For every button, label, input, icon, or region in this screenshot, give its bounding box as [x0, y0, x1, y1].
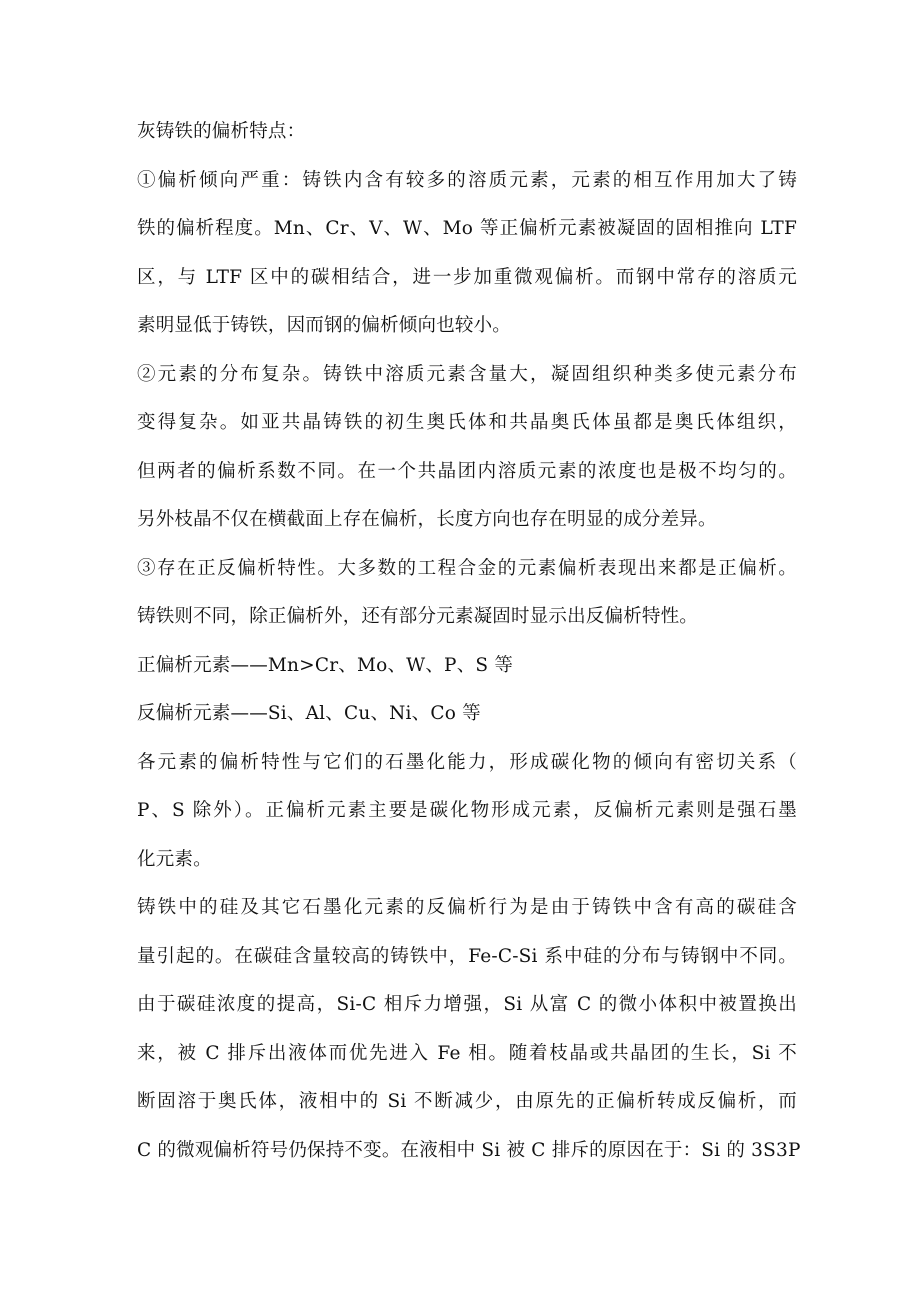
- text-line: 铁的偏析程度。Mn、Cr、V、W、Mo 等正偏析元素被凝固的固相推向 LTF: [137, 218, 797, 239]
- text-line: 正偏析元素——Mn>Cr、Mo、W、P、S 等: [137, 654, 514, 676]
- text-line: 各元素的偏析特性与它们的石墨化能力，形成碳化物的倾向有密切关系（: [137, 751, 797, 773]
- text-line: 化元素。: [137, 848, 212, 870]
- text-line: 断固溶于奥氏体，液相中的 Si 不断减少，由原先的正偏析转成反偏析，而: [137, 1091, 797, 1112]
- text-line: ①偏析倾向严重：铸铁内含有较多的溶质元素，元素的相互作用加大了铸: [137, 169, 797, 191]
- text-line: 来，被 C 排斥出液体而优先进入 Fe 相。随着枝晶或共晶团的生长，Si 不: [137, 1042, 797, 1064]
- text-line: ③存在正反偏析特性。大多数的工程合金的元素偏析表现出来都是正偏析。: [137, 557, 797, 579]
- text-line: C 的微观偏析符号仍保持不变。在液相中 Si 被 C 排斥的原因在于：Si 的 3S3P: [137, 1139, 801, 1161]
- text-line: 反偏析元素——Si、Al、Cu、Ni、Co 等: [137, 703, 481, 724]
- document-body: [137, 112, 801, 1179]
- text-line: 另外枝晶不仅在横截面上存在偏析，长度方向也存在明显的成分差异。: [137, 509, 717, 530]
- text-line: 量引起的。在碳硅含量较高的铸铁中，Fe-C-Si 系中硅的分布与铸钢中不同。: [137, 945, 797, 967]
- text-line: 变得复杂。如亚共晶铸铁的初生奥氏体和共晶奥氏体虽都是奥氏体组织，: [137, 412, 797, 433]
- text-line: 铸铁则不同，除正偏析外，还有部分元素凝固时显示出反偏析特性。: [137, 606, 699, 627]
- heading-line: 灰铸铁的偏析特点：: [137, 121, 306, 142]
- text-line: 区，与 LTF 区中的碳相结合，进一步加重微观偏析。而钢中常存的溶质元: [137, 266, 797, 288]
- text-line: 由于碳硅浓度的提高，Si-C 相斥力增强，Si 从富 C 的微小体积中被置换出: [137, 994, 797, 1015]
- text-line: 素明显低于铸铁，因而钢的偏析倾向也较小。: [137, 315, 512, 336]
- text-line: ②元素的分布复杂。铸铁中溶质元素含量大，凝固组织种类多使元素分布: [137, 363, 797, 385]
- text-line: 但两者的偏析系数不同。在一个共晶团内溶质元素的浓度也是极不均匀的。: [137, 460, 797, 482]
- text-line: 铸铁中的硅及其它石墨化元素的反偏析行为是由于铸铁中含有高的碳硅含: [137, 897, 797, 918]
- text-line: P、S 除外）。正偏析元素主要是碳化物形成元素，反偏析元素则是强石墨: [137, 800, 797, 821]
